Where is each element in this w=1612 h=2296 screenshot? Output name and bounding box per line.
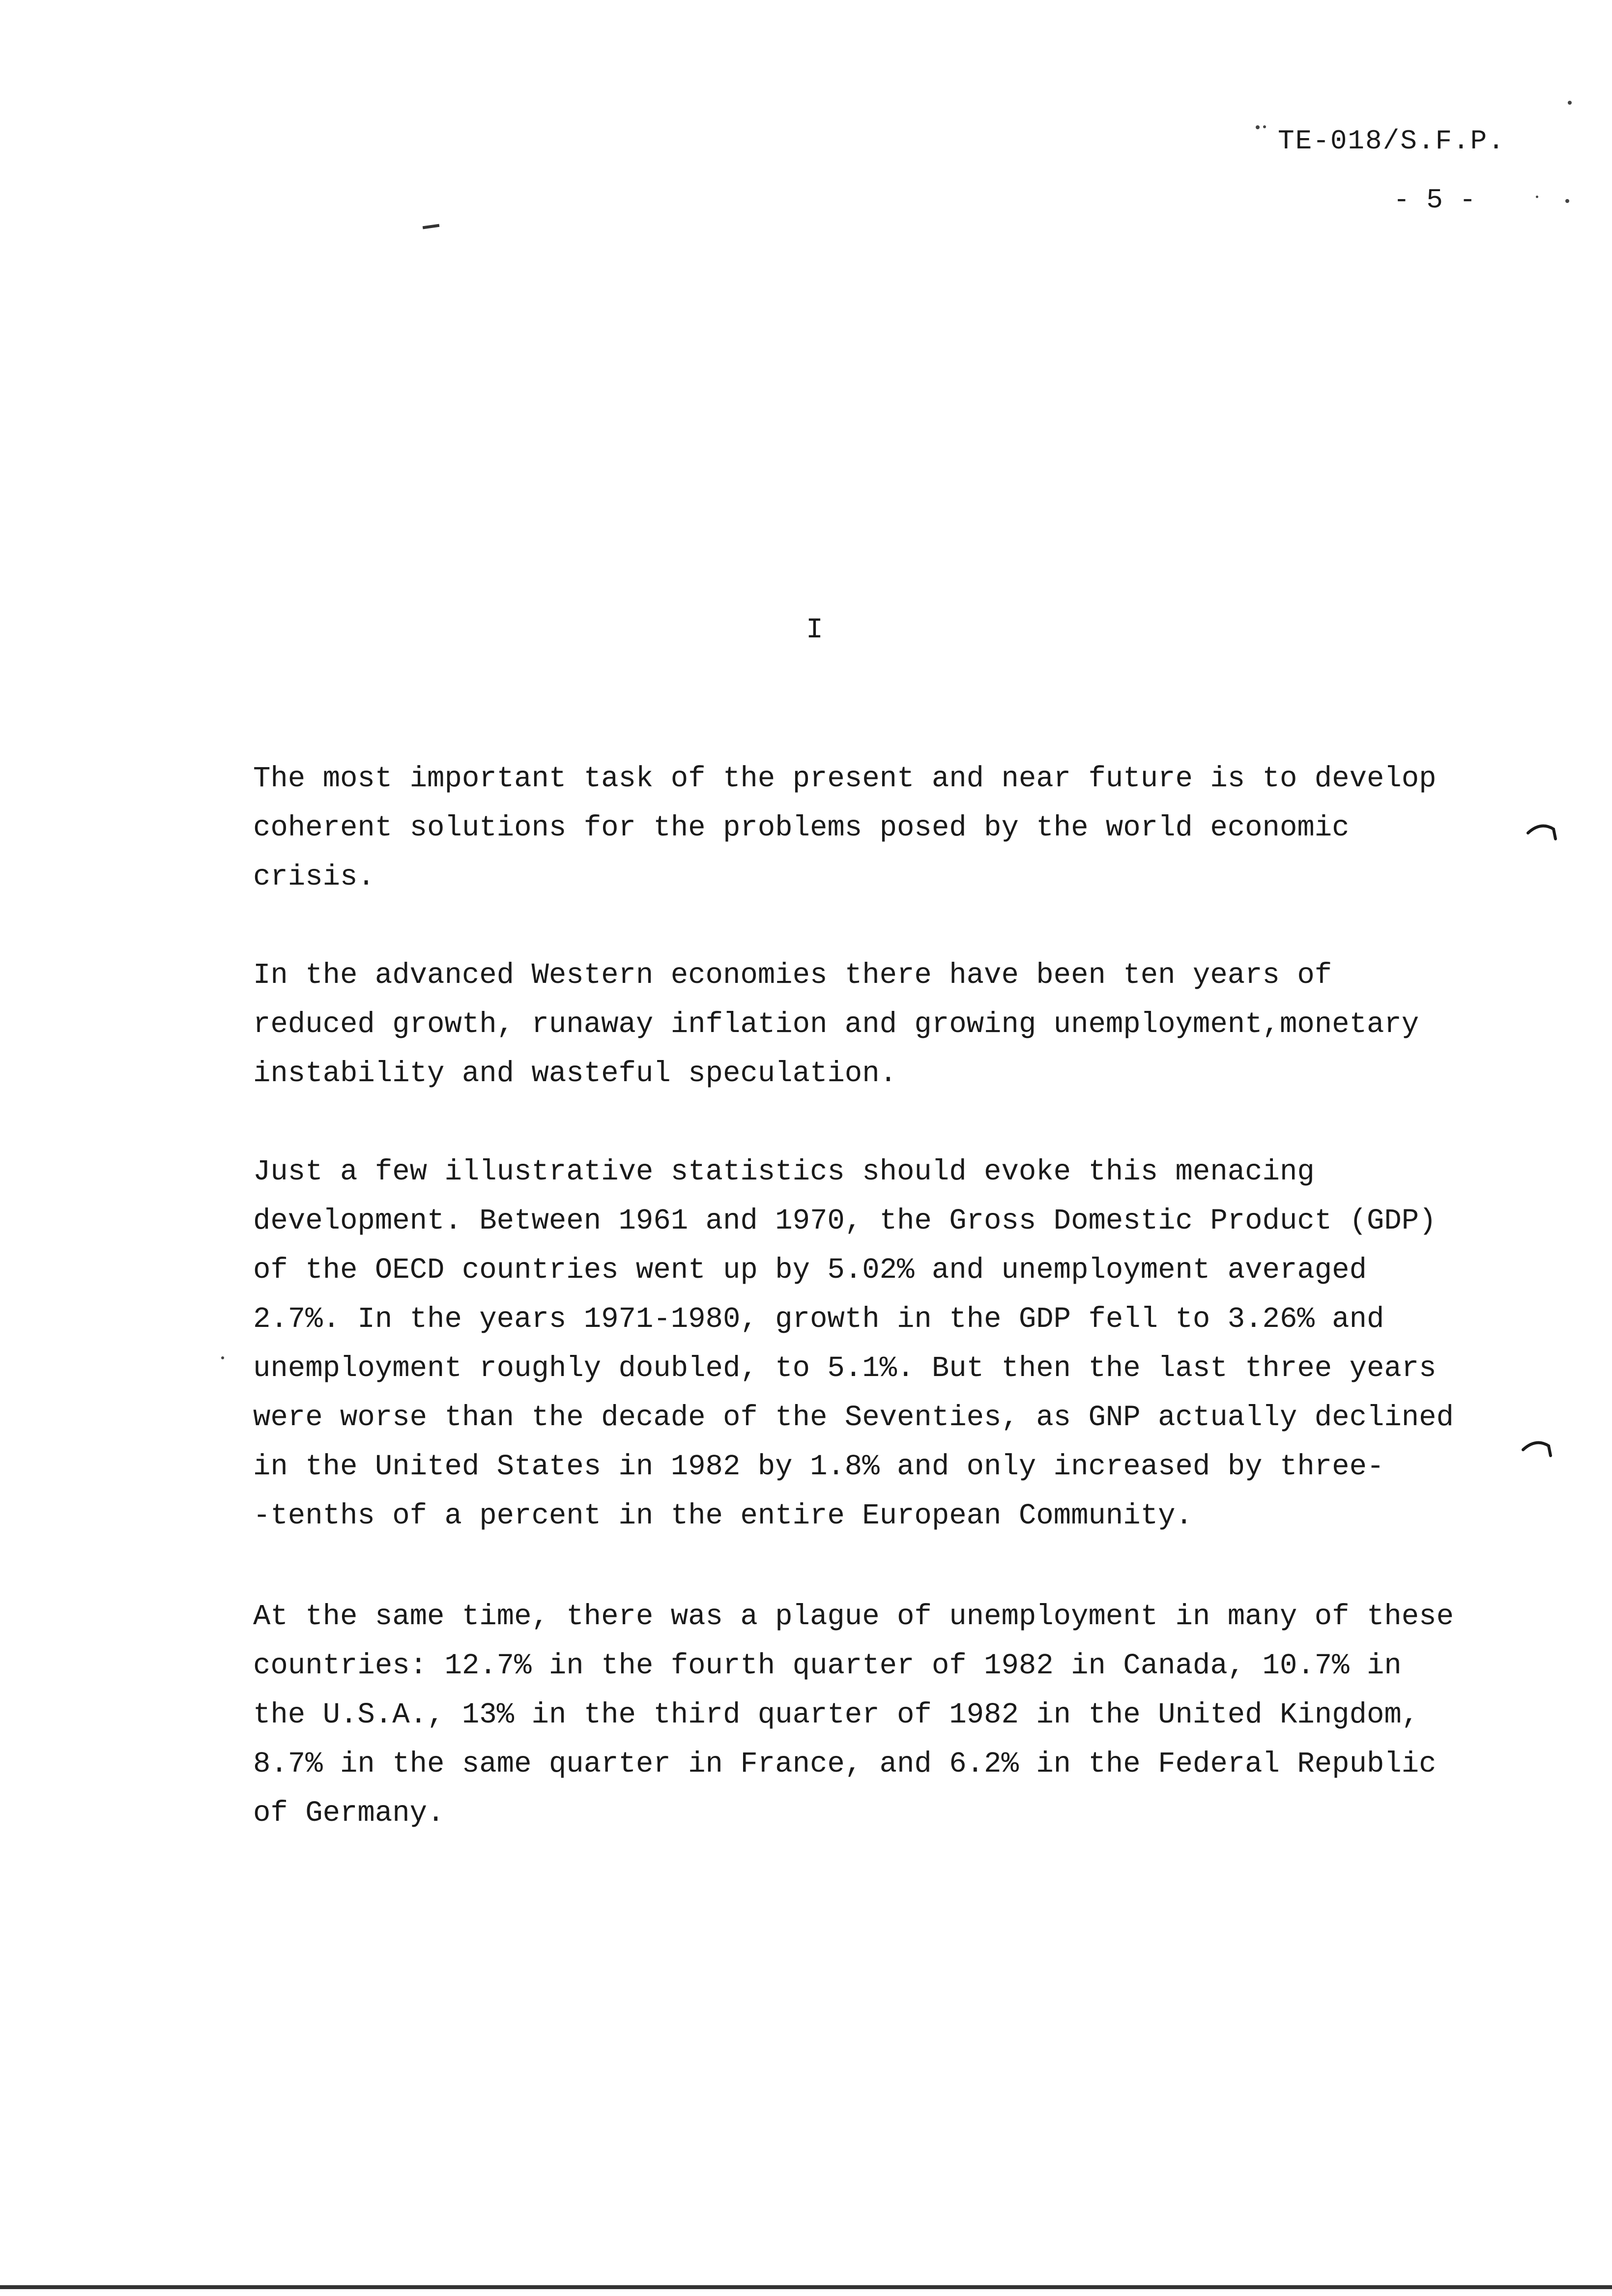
scan-speck [1568, 101, 1572, 105]
scan-speck [221, 1356, 224, 1359]
paragraph-task [253, 754, 1610, 902]
text-line: instability and wasteful speculation. [253, 1057, 897, 1090]
document-reference: TE-018/S.F.P. [1278, 125, 1505, 157]
text-line: countries: 12.7% in the fourth quarter of 1982 in Canada, 10.7% in [253, 1649, 1402, 1682]
text-line: Just a few illustrative statistics should evoke this menacing [253, 1155, 1315, 1188]
hyphenation-mark-icon [1521, 1435, 1555, 1460]
hyphenation-mark-icon [1526, 818, 1560, 843]
scan-speck [1536, 196, 1538, 198]
paragraph-statistics [253, 1148, 1610, 1541]
page-bottom-edge [0, 2285, 1612, 2289]
section-numeral: I [806, 614, 823, 646]
text-line: the U.S.A., 13% in the third quarter of 1982 in the United Kingdom, [253, 1698, 1419, 1731]
paragraph-western-economies [253, 951, 1610, 1098]
text-line: coherent solutions for the problems posed by the world economic [253, 811, 1350, 844]
scan-speck [1565, 199, 1569, 203]
text-line: development. Between 1961 and 1970, the Gross Domestic Product (GDP) [253, 1205, 1437, 1237]
text-line: in the United States in 1982 by 1.8% and only increased by three- [253, 1450, 1384, 1483]
paragraph-unemployment [253, 1592, 1610, 1838]
text-line: were worse than the decade of the Seventies, as GNP actually declined [253, 1401, 1454, 1434]
text-line: In the advanced Western economies there have been ten years of [253, 959, 1332, 992]
text-line: of the OECD countries went up by 5.02% and unemployment averaged [253, 1254, 1367, 1287]
scan-dash [423, 224, 440, 230]
text-line: At the same time, there was a plague of unemployment in many of these [253, 1600, 1454, 1633]
text-line: reduced growth, runaway inflation and growing unemployment,monetary [253, 1008, 1419, 1041]
scan-speck [1256, 125, 1260, 129]
text-line: 8.7% in the same quarter in France, and 6.2% in the Federal Republic [253, 1748, 1437, 1780]
text-line: crisis. [253, 861, 375, 893]
text-line: unemployment roughly doubled, to 5.1%. But then the last three years [253, 1352, 1437, 1385]
scan-speck [1263, 125, 1266, 128]
text-line: of Germany. [253, 1797, 445, 1830]
page-number: - 5 - [1393, 184, 1476, 216]
text-line: -tenths of a percent in the entire European Community. [253, 1499, 1193, 1532]
text-line: 2.7%. In the years 1971-1980, growth in the GDP fell to 3.26% and [253, 1303, 1384, 1336]
text-line: The most important task of the present and near future is to develop [253, 762, 1437, 795]
